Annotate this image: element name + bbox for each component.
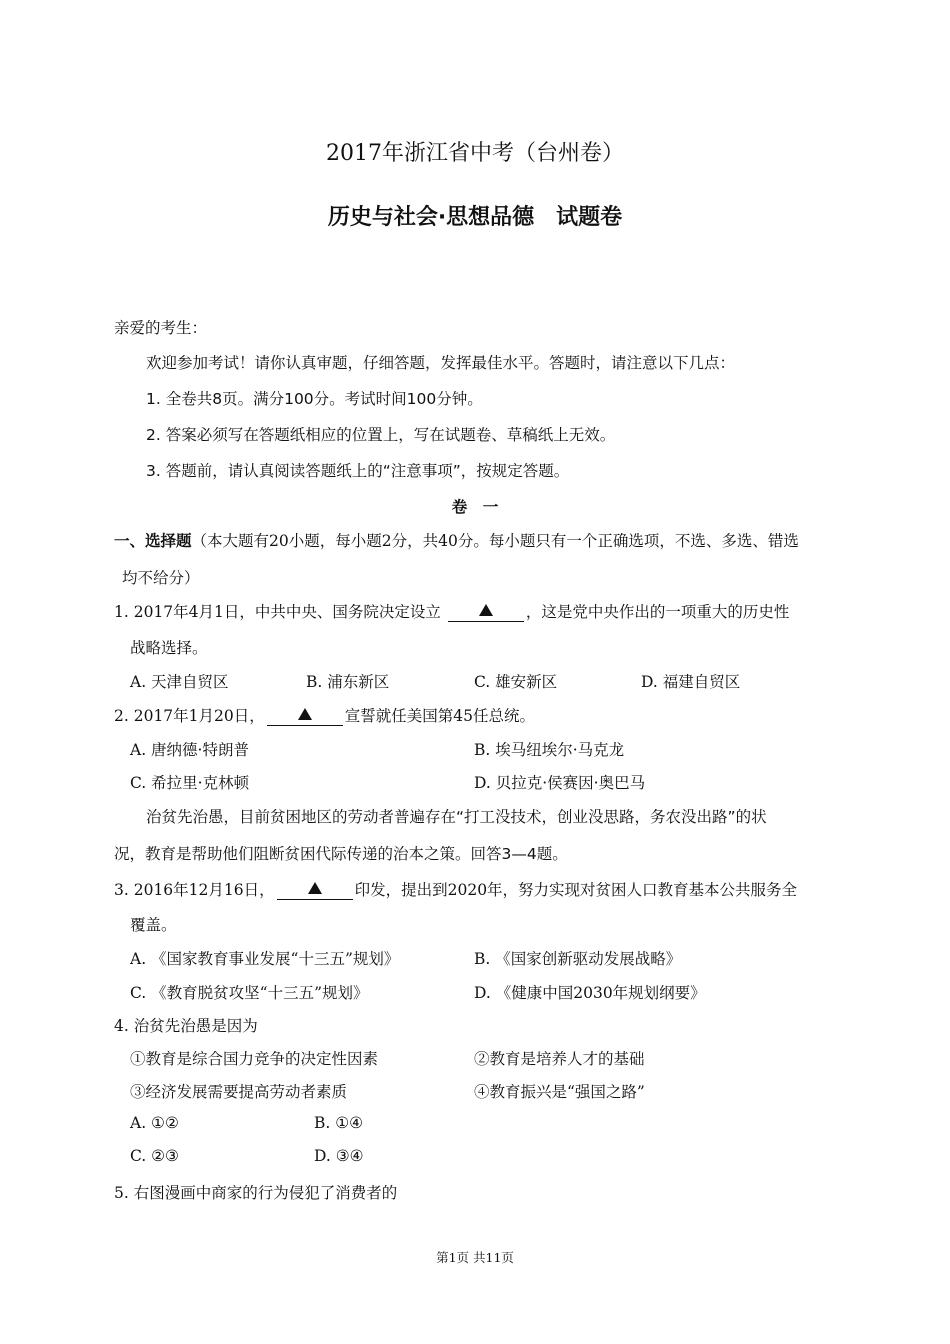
passage-line: 治贫先治愚，目前贫困地区的劳动者普遍存在“打工没技术，创业没思路，务农没出路”的状 (146, 808, 767, 826)
page-footer: 第1页 共11页 (436, 1250, 514, 1265)
question-1-stem (114, 600, 789, 622)
question-2-stem (114, 704, 535, 726)
option-b: B. 《国家创新驱动发展战略》 (474, 950, 682, 968)
option-b: B. 埃马纽埃尔·马克龙 (474, 741, 625, 759)
question-4-stem: 4. 治贫先治愚是因为 (114, 1017, 258, 1035)
exam-subtitle: 历史与社会·思想品德 试题卷 (327, 205, 623, 230)
exam-title: 2017年浙江省中考（台州卷） (326, 141, 624, 166)
statement-item: ②教育是培养人才的基础 (474, 1050, 645, 1068)
option-a: A. 《国家教育事业发展“十三五”规划》 (130, 950, 400, 968)
section-heading-label: 一、选择题 (114, 532, 192, 550)
triangle-icon (298, 708, 312, 720)
question-3-text-after: 印发，提出到2020年，努力实现对贫困人口教育基本公共服务全 (354, 881, 798, 899)
question-3-text: 3. 2016年12月16日， (114, 881, 275, 899)
welcome-text: 欢迎参加考试！请你认真审题，仔细答题，发挥最佳水平。答题时，请注意以下几点： (146, 354, 736, 372)
statement-item: ①教育是综合国力竞争的决定性因素 (130, 1050, 379, 1068)
section-heading (114, 529, 799, 551)
section-heading-desc-cont: 均不给分） (122, 569, 200, 587)
question-1-stem-cont: 战略选择。 (130, 639, 208, 657)
question-1-text-after: ，这是党中央作出的一项重大的历史性 (525, 603, 790, 621)
triangle-icon (479, 604, 493, 616)
question-1-text: 1. 2017年4月1日，中共中央、国务院决定设立 (114, 603, 441, 621)
section-heading-desc: （本大题有20小题，每小题2分，共40分。每小题只有一个正确选项，不选、多选、错选 (191, 532, 799, 550)
note-item: 1. 全卷共8页。满分100分。考试时间100分钟。 (146, 390, 483, 408)
question-2-text: 2. 2017年1月20日， (114, 707, 265, 725)
option-d: D. 《健康中国2030年规划纲要》 (474, 984, 706, 1002)
volume-title: 卷 一 (451, 498, 499, 516)
option-c: C. 雄安新区 (474, 673, 558, 691)
option-d: D. 贝拉克·侯赛因·奥巴马 (474, 774, 646, 792)
statement-item: ③经济发展需要提高劳动者素质 (130, 1083, 348, 1101)
option-c: C. 《教育脱贫攻坚“十三五”规划》 (130, 984, 369, 1002)
option-c: C. 希拉里·克林顿 (130, 774, 250, 792)
option-b: B. ①④ (314, 1114, 364, 1132)
note-item: 3. 答题前，请认真阅读答题纸上的“注意事项”，按规定答题。 (146, 462, 570, 480)
question-5-stem: 5. 右图漫画中商家的行为侵犯了消费者的 (114, 1184, 398, 1202)
statement-item: ④教育振兴是“强国之路” (474, 1083, 645, 1101)
passage-line: 况，教育是帮助他们阻断贫困代际传递的治本之策。回答3—4题。 (114, 845, 568, 863)
option-a: A. ①② (130, 1114, 179, 1132)
option-b: B. 浦东新区 (306, 673, 390, 691)
option-d: D. 福建自贸区 (641, 673, 741, 691)
question-2-text-after: 宣誓就任美国第45任总统。 (344, 707, 535, 725)
option-a: A. 唐纳德·特朗普 (130, 741, 249, 759)
option-d: D. ③④ (314, 1147, 364, 1165)
answer-blank (448, 604, 524, 622)
option-c: C. ②③ (130, 1147, 179, 1165)
answer-blank (267, 708, 343, 726)
note-item: 2. 答案必须写在答题纸相应的位置上，写在试题卷、草稿纸上无效。 (146, 426, 616, 444)
triangle-icon (308, 882, 322, 894)
question-3-stem (114, 878, 797, 900)
greeting: 亲爱的考生： (114, 319, 208, 337)
question-3-stem-cont: 覆盖。 (130, 916, 177, 934)
option-a: A. 天津自贸区 (130, 673, 229, 691)
answer-blank (277, 882, 353, 900)
